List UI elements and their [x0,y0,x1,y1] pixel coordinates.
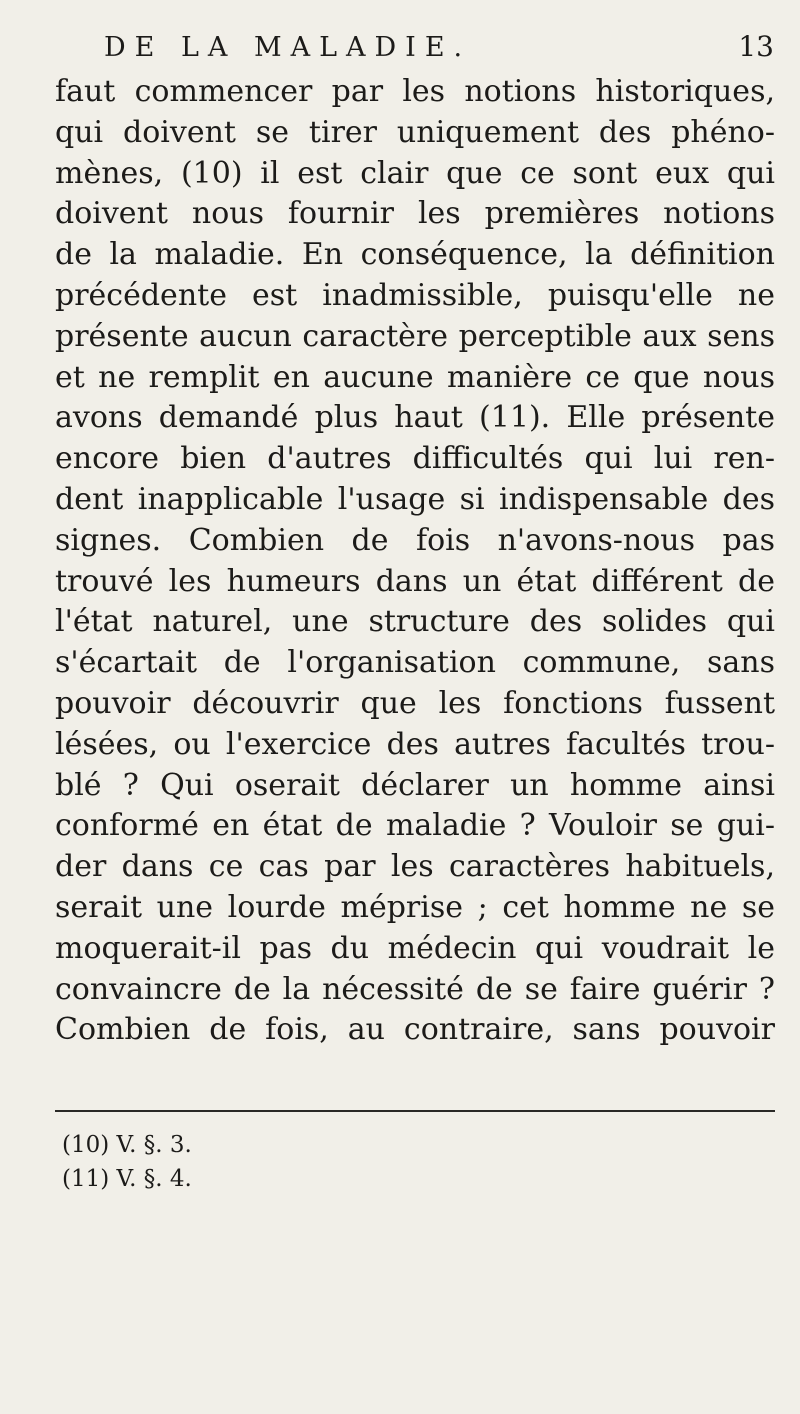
running-head [94,18,774,74]
text-line: pouvoir découvrir que les fonctions fussent [55,685,775,721]
text-line: blé ? Qui oserait déclarer un homme ainsi [55,767,775,803]
running-title: DE LA MALADIE. [104,32,472,63]
text-line: serait une lourde méprise ; cet homme ne se [55,889,775,925]
text-line: lésées, ou l'exercice des autres facultés trou- [55,726,775,762]
text-line: précédente est inadmissible, puisqu'elle ne [55,277,775,313]
text-line: s'écartait de l'organisation commune, sans [55,645,775,681]
text-line: et ne remplit en aucune manière ce que nous [55,359,775,395]
text-line: convaincre de la nécessité de se faire guérir ? [55,971,775,1007]
text-line: encore bien d'autres difficultés qui lui ren- [55,441,775,477]
footnote: (10) V. §. 3. [62,1132,192,1158]
text-line: avons demandé plus haut (11). Elle présente [55,400,775,436]
text-line: doivent nous fournir les premières notions [55,196,775,232]
body-text [55,72,775,1051]
text-line: faut commencer par les notions historiques, [55,74,775,109]
text-line: conformé en état de maladie ? Vouloir se gui- [55,808,775,844]
text-line: Combien de fois, au contraire, sans pouvoir [55,1012,775,1048]
text-line: moquerait-il pas du médecin qui voudrait le [55,930,775,966]
text-line: dent inapplicable l'usage si indispensable des [55,481,775,517]
text-line: trouvé les humeurs dans un état différent de [55,563,775,599]
text-line: de la maladie. En conséquence, la définition [55,237,775,273]
footnote-rule [55,1110,775,1112]
footnotes [62,1128,192,1196]
text-line: der dans ce cas par les caractères habituels, [55,849,775,885]
text-line: l'état naturel, une structure des solides qui [55,604,775,640]
text-line: présente aucun caractère perceptible aux sens [55,318,775,354]
text-line: qui doivent se tirer uniquement des phéno- [55,114,775,150]
page-number: 13 [738,30,774,63]
text-line: signes. Combien de fois n'avons-nous pas [55,522,775,558]
footnote: (11) V. §. 4. [62,1166,192,1192]
text-line: mènes, (10) il est clair que ce sont eux qui [55,155,775,191]
